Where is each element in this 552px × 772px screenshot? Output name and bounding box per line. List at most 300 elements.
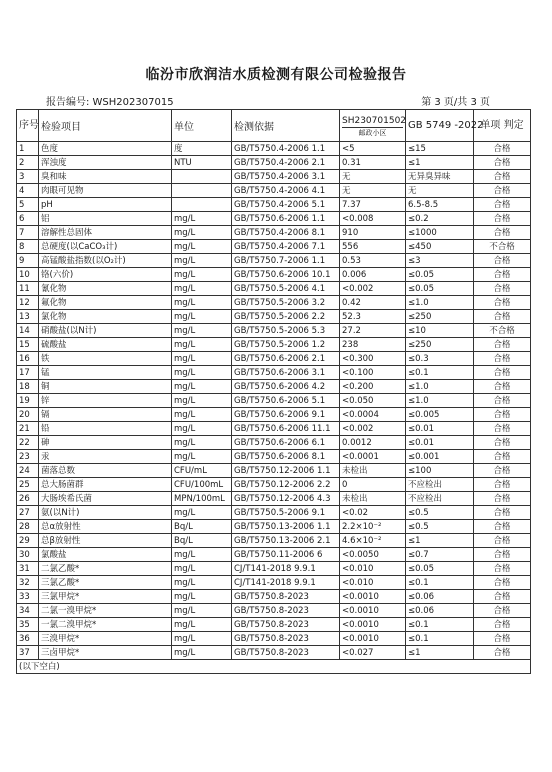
cell-judge: 合格 bbox=[474, 212, 531, 226]
cell-limit: ≤0.7 bbox=[406, 548, 474, 562]
cell-item: 三氯乙酸* bbox=[39, 576, 172, 590]
cell-limit: ≤0.3 bbox=[406, 352, 474, 366]
cell-result: <0.100 bbox=[340, 366, 406, 380]
cell-method: GB/T5750.12-2006 2.2 bbox=[232, 478, 340, 492]
cell-seq: 33 bbox=[17, 590, 39, 604]
cell-seq: 29 bbox=[17, 534, 39, 548]
cell-seq: 6 bbox=[17, 212, 39, 226]
cell-method: GB/T5750.11-2006 6 bbox=[232, 548, 340, 562]
cell-judge: 不合格 bbox=[474, 240, 531, 254]
cell-method: CJ/T141-2018 9.9.1 bbox=[232, 576, 340, 590]
cell-judge: 合格 bbox=[474, 590, 531, 604]
cell-unit: CFU/mL bbox=[172, 464, 232, 478]
cell-unit: mg/L bbox=[172, 226, 232, 240]
cell-item: 大肠埃希氏菌 bbox=[39, 492, 172, 506]
cell-item: 锌 bbox=[39, 394, 172, 408]
cell-judge: 不合格 bbox=[474, 324, 531, 338]
cell-item: 氯酸盐 bbox=[39, 548, 172, 562]
cell-judge: 合格 bbox=[474, 338, 531, 352]
cell-limit: ≤0.01 bbox=[406, 422, 474, 436]
cell-item: 三氯甲烷* bbox=[39, 590, 172, 604]
cell-limit: ≤0.05 bbox=[406, 268, 474, 282]
cell-result: 未检出 bbox=[340, 492, 406, 506]
cell-judge: 合格 bbox=[474, 562, 531, 576]
cell-item: 铜 bbox=[39, 380, 172, 394]
table-row bbox=[17, 198, 531, 212]
table-row bbox=[17, 534, 531, 548]
cell-result: <5 bbox=[340, 142, 406, 156]
cell-limit: 不应检出 bbox=[406, 478, 474, 492]
cell-unit bbox=[172, 198, 232, 212]
cell-unit: mg/L bbox=[172, 240, 232, 254]
table-row bbox=[17, 212, 531, 226]
cell-result: 0.0012 bbox=[340, 436, 406, 450]
cell-item: 硫酸盐 bbox=[39, 338, 172, 352]
cell-method: GB/T5750.13-2006 1.1 bbox=[232, 520, 340, 534]
cell-judge: 合格 bbox=[474, 296, 531, 310]
cell-unit: MPN/100mL bbox=[172, 492, 232, 506]
cell-seq: 25 bbox=[17, 478, 39, 492]
table-row bbox=[17, 226, 531, 240]
table-row bbox=[17, 422, 531, 436]
cell-unit: mg/L bbox=[172, 646, 232, 660]
cell-seq: 24 bbox=[17, 464, 39, 478]
cell-result: 0.006 bbox=[340, 268, 406, 282]
cell-item: 溶解性总固体 bbox=[39, 226, 172, 240]
cell-method: GB/T5750.5-2006 2.2 bbox=[232, 310, 340, 324]
cell-seq: 2 bbox=[17, 156, 39, 170]
cell-method: GB/T5750.13-2006 2.1 bbox=[232, 534, 340, 548]
table-row bbox=[17, 590, 531, 604]
table-row bbox=[17, 310, 531, 324]
cell-limit: ≤1 bbox=[406, 534, 474, 548]
cell-item: 铝 bbox=[39, 212, 172, 226]
cell-seq: 19 bbox=[17, 394, 39, 408]
cell-result: <0.0004 bbox=[340, 408, 406, 422]
cell-method: GB/T5750.4-2006 1.1 bbox=[232, 142, 340, 156]
cell-seq: 26 bbox=[17, 492, 39, 506]
cell-result: 910 bbox=[340, 226, 406, 240]
cell-result: 0 bbox=[340, 478, 406, 492]
table-row bbox=[17, 408, 531, 422]
table-row bbox=[17, 156, 531, 170]
cell-method: GB/T5750.6-2006 8.1 bbox=[232, 450, 340, 464]
cell-unit: mg/L bbox=[172, 268, 232, 282]
cell-seq: 4 bbox=[17, 184, 39, 198]
cell-judge: 合格 bbox=[474, 352, 531, 366]
cell-item: 总β放射性 bbox=[39, 534, 172, 548]
cell-method: GB/T5750.8-2023 bbox=[232, 604, 340, 618]
cell-item: 铁 bbox=[39, 352, 172, 366]
table-row bbox=[17, 142, 531, 156]
header-sample bbox=[340, 110, 406, 142]
cell-unit: mg/L bbox=[172, 380, 232, 394]
cell-judge: 合格 bbox=[474, 576, 531, 590]
cell-limit: 6.5-8.5 bbox=[406, 198, 474, 212]
cell-limit: ≤0.5 bbox=[406, 506, 474, 520]
table-row bbox=[17, 352, 531, 366]
cell-method: GB/T5750.8-2023 bbox=[232, 590, 340, 604]
cell-result: 无 bbox=[340, 170, 406, 184]
cell-limit: ≤1 bbox=[406, 646, 474, 660]
cell-method: GB/T5750.8-2023 bbox=[232, 632, 340, 646]
cell-judge: 合格 bbox=[474, 478, 531, 492]
table-row bbox=[17, 646, 531, 660]
cell-result: <0.0010 bbox=[340, 618, 406, 632]
cell-unit: mg/L bbox=[172, 450, 232, 464]
cell-judge: 合格 bbox=[474, 310, 531, 324]
cell-judge: 合格 bbox=[474, 520, 531, 534]
cell-judge: 合格 bbox=[474, 254, 531, 268]
cell-limit: ≤250 bbox=[406, 338, 474, 352]
cell-unit: 度 bbox=[172, 142, 232, 156]
table-row bbox=[17, 268, 531, 282]
results-table bbox=[16, 109, 531, 674]
cell-seq: 31 bbox=[17, 562, 39, 576]
cell-judge: 合格 bbox=[474, 618, 531, 632]
cell-unit: mg/L bbox=[172, 562, 232, 576]
footer-note: (以下空白) bbox=[17, 660, 531, 674]
cell-seq: 16 bbox=[17, 352, 39, 366]
cell-result: 238 bbox=[340, 338, 406, 352]
cell-item: 三卤甲烷* bbox=[39, 646, 172, 660]
cell-method: GB/T5750.5-2006 3.2 bbox=[232, 296, 340, 310]
cell-result: <0.002 bbox=[340, 282, 406, 296]
cell-item: 氯化物 bbox=[39, 310, 172, 324]
sample-code: SH230701502 bbox=[342, 115, 407, 126]
cell-seq: 22 bbox=[17, 436, 39, 450]
cell-seq: 12 bbox=[17, 296, 39, 310]
cell-item: 三溴甲烷* bbox=[39, 632, 172, 646]
cell-unit: mg/L bbox=[172, 548, 232, 562]
cell-method: GB/T5750.8-2023 bbox=[232, 618, 340, 632]
table-row bbox=[17, 296, 531, 310]
cell-unit: mg/L bbox=[172, 506, 232, 520]
cell-item: 总硬度(以CaCO₃计) bbox=[39, 240, 172, 254]
cell-judge: 合格 bbox=[474, 380, 531, 394]
table-row bbox=[17, 464, 531, 478]
cell-seq: 3 bbox=[17, 170, 39, 184]
cell-result: 无 bbox=[340, 184, 406, 198]
table-row bbox=[17, 338, 531, 352]
cell-result: 556 bbox=[340, 240, 406, 254]
cell-seq: 35 bbox=[17, 618, 39, 632]
table-row bbox=[17, 240, 531, 254]
cell-seq: 34 bbox=[17, 604, 39, 618]
cell-limit: ≤0.005 bbox=[406, 408, 474, 422]
cell-result: <0.010 bbox=[340, 562, 406, 576]
cell-result: <0.008 bbox=[340, 212, 406, 226]
cell-method: GB/T5750.4-2006 7.1 bbox=[232, 240, 340, 254]
table-row bbox=[17, 184, 531, 198]
cell-method: CJ/T141-2018 9.9.1 bbox=[232, 562, 340, 576]
cell-result: <0.02 bbox=[340, 506, 406, 520]
cell-item: 臭和味 bbox=[39, 170, 172, 184]
cell-judge: 合格 bbox=[474, 632, 531, 646]
cell-judge: 合格 bbox=[474, 436, 531, 450]
cell-unit: mg/L bbox=[172, 296, 232, 310]
table-row bbox=[17, 394, 531, 408]
cell-unit bbox=[172, 170, 232, 184]
cell-item: 二氯一溴甲烷* bbox=[39, 604, 172, 618]
cell-limit: ≤0.01 bbox=[406, 436, 474, 450]
cell-unit: mg/L bbox=[172, 254, 232, 268]
cell-seq: 36 bbox=[17, 632, 39, 646]
cell-limit: ≤0.1 bbox=[406, 632, 474, 646]
cell-result: 0.53 bbox=[340, 254, 406, 268]
cell-unit: mg/L bbox=[172, 590, 232, 604]
cell-limit: 不应检出 bbox=[406, 492, 474, 506]
page-number: 第 3 页/共 3 页 bbox=[421, 97, 490, 108]
cell-item: 铅 bbox=[39, 422, 172, 436]
cell-seq: 30 bbox=[17, 548, 39, 562]
header-method: 检测依据 bbox=[232, 110, 340, 142]
cell-unit: mg/L bbox=[172, 604, 232, 618]
table-header-row bbox=[17, 110, 531, 142]
cell-method: GB/T5750.5-2006 5.3 bbox=[232, 324, 340, 338]
cell-item: 浑浊度 bbox=[39, 156, 172, 170]
cell-result: 2.2×10⁻² bbox=[340, 520, 406, 534]
cell-seq: 1 bbox=[17, 142, 39, 156]
cell-judge: 合格 bbox=[474, 534, 531, 548]
cell-unit: mg/L bbox=[172, 310, 232, 324]
cell-seq: 15 bbox=[17, 338, 39, 352]
cell-seq: 17 bbox=[17, 366, 39, 380]
cell-seq: 5 bbox=[17, 198, 39, 212]
cell-result: <0.027 bbox=[340, 646, 406, 660]
cell-limit: ≤0.1 bbox=[406, 576, 474, 590]
cell-seq: 14 bbox=[17, 324, 39, 338]
cell-limit: ≤0.05 bbox=[406, 562, 474, 576]
cell-method: GB/T5750.6-2006 2.1 bbox=[232, 352, 340, 366]
cell-result: <0.002 bbox=[340, 422, 406, 436]
cell-result: <0.0010 bbox=[340, 604, 406, 618]
footer-row bbox=[17, 660, 531, 674]
report-number: 报告编号: WSH202307015 bbox=[46, 97, 174, 108]
cell-method: GB/T5750.6-2006 10.1 bbox=[232, 268, 340, 282]
cell-item: 高锰酸盐指数(以O₂计) bbox=[39, 254, 172, 268]
cell-item: 二氯乙酸* bbox=[39, 562, 172, 576]
header-seq: 序号 bbox=[17, 110, 39, 142]
cell-judge: 合格 bbox=[474, 604, 531, 618]
cell-result: <0.010 bbox=[340, 576, 406, 590]
cell-limit: ≤15 bbox=[406, 142, 474, 156]
cell-result: 0.42 bbox=[340, 296, 406, 310]
cell-limit: 无 bbox=[406, 184, 474, 198]
cell-method: GB/T5750.6-2006 9.1 bbox=[232, 408, 340, 422]
cell-limit: ≤0.1 bbox=[406, 618, 474, 632]
cell-unit: mg/L bbox=[172, 352, 232, 366]
cell-limit: ≤0.001 bbox=[406, 450, 474, 464]
cell-judge: 合格 bbox=[474, 408, 531, 422]
table-row bbox=[17, 324, 531, 338]
table-row bbox=[17, 618, 531, 632]
cell-limit: ≤0.06 bbox=[406, 590, 474, 604]
cell-judge: 合格 bbox=[474, 646, 531, 660]
table-row bbox=[17, 282, 531, 296]
cell-limit: ≤0.5 bbox=[406, 520, 474, 534]
cell-unit: mg/L bbox=[172, 618, 232, 632]
cell-unit: mg/L bbox=[172, 212, 232, 226]
table-row bbox=[17, 380, 531, 394]
cell-unit: mg/L bbox=[172, 338, 232, 352]
cell-item: 汞 bbox=[39, 450, 172, 464]
cell-seq: 28 bbox=[17, 520, 39, 534]
table-row bbox=[17, 170, 531, 184]
cell-limit: 无异臭异味 bbox=[406, 170, 474, 184]
cell-unit: Bq/L bbox=[172, 534, 232, 548]
cell-judge: 合格 bbox=[474, 506, 531, 520]
cell-item: 砷 bbox=[39, 436, 172, 450]
cell-seq: 37 bbox=[17, 646, 39, 660]
cell-method: GB/T5750.4-2006 4.1 bbox=[232, 184, 340, 198]
cell-seq: 13 bbox=[17, 310, 39, 324]
cell-result: 未检出 bbox=[340, 464, 406, 478]
cell-method: GB/T5750.4-2006 5.1 bbox=[232, 198, 340, 212]
cell-judge: 合格 bbox=[474, 226, 531, 240]
cell-result: <0.200 bbox=[340, 380, 406, 394]
cell-judge: 合格 bbox=[474, 394, 531, 408]
cell-item: 铬(六价) bbox=[39, 268, 172, 282]
cell-seq: 18 bbox=[17, 380, 39, 394]
cell-unit: mg/L bbox=[172, 436, 232, 450]
table-row bbox=[17, 436, 531, 450]
cell-limit: ≤0.06 bbox=[406, 604, 474, 618]
cell-unit: mg/L bbox=[172, 324, 232, 338]
cell-item: 菌落总数 bbox=[39, 464, 172, 478]
cell-unit: mg/L bbox=[172, 408, 232, 422]
cell-judge: 合格 bbox=[474, 198, 531, 212]
header-item: 检验项目 bbox=[39, 110, 172, 142]
cell-limit: ≤1.0 bbox=[406, 380, 474, 394]
cell-result: <0.050 bbox=[340, 394, 406, 408]
cell-judge: 合格 bbox=[474, 142, 531, 156]
cell-seq: 23 bbox=[17, 450, 39, 464]
cell-seq: 20 bbox=[17, 408, 39, 422]
cell-method: GB/T5750.4-2006 3.1 bbox=[232, 170, 340, 184]
cell-method: GB/T5750.6-2006 6.1 bbox=[232, 436, 340, 450]
cell-seq: 27 bbox=[17, 506, 39, 520]
table-row bbox=[17, 520, 531, 534]
cell-item: 镉 bbox=[39, 408, 172, 422]
cell-limit: ≤1000 bbox=[406, 226, 474, 240]
cell-judge: 合格 bbox=[474, 548, 531, 562]
cell-limit: ≤1 bbox=[406, 156, 474, 170]
cell-method: GB/T5750.8-2023 bbox=[232, 646, 340, 660]
cell-judge: 合格 bbox=[474, 156, 531, 170]
table-body bbox=[17, 142, 531, 674]
header-judge: 单项 判定 bbox=[474, 110, 531, 142]
cell-item: 一氯二溴甲烷* bbox=[39, 618, 172, 632]
cell-unit: mg/L bbox=[172, 576, 232, 590]
cell-seq: 8 bbox=[17, 240, 39, 254]
table-row bbox=[17, 478, 531, 492]
cell-result: <0.0010 bbox=[340, 632, 406, 646]
table-row bbox=[17, 254, 531, 268]
cell-item: 硝酸盐(以N计) bbox=[39, 324, 172, 338]
cell-item: 锰 bbox=[39, 366, 172, 380]
cell-unit: Bq/L bbox=[172, 520, 232, 534]
cell-method: GB/T5750.5-2006 4.1 bbox=[232, 282, 340, 296]
report-title: 临汾市欣润洁水质检测有限公司检验报告 bbox=[145, 67, 407, 83]
cell-limit: ≤450 bbox=[406, 240, 474, 254]
cell-unit: mg/L bbox=[172, 394, 232, 408]
cell-judge: 合格 bbox=[474, 450, 531, 464]
cell-method: GB/T5750.5-2006 1.2 bbox=[232, 338, 340, 352]
cell-limit: ≤250 bbox=[406, 310, 474, 324]
cell-seq: 10 bbox=[17, 268, 39, 282]
cell-unit bbox=[172, 184, 232, 198]
cell-judge: 合格 bbox=[474, 366, 531, 380]
cell-judge: 合格 bbox=[474, 170, 531, 184]
cell-limit: ≤1.0 bbox=[406, 296, 474, 310]
table-row bbox=[17, 604, 531, 618]
cell-method: GB/T5750.5-2006 9.1 bbox=[232, 506, 340, 520]
cell-seq: 11 bbox=[17, 282, 39, 296]
cell-seq: 7 bbox=[17, 226, 39, 240]
cell-method: GB/T5750.6-2006 4.2 bbox=[232, 380, 340, 394]
cell-result: 4.6×10⁻² bbox=[340, 534, 406, 548]
cell-result: 0.31 bbox=[340, 156, 406, 170]
cell-judge: 合格 bbox=[474, 184, 531, 198]
cell-unit: mg/L bbox=[172, 366, 232, 380]
sample-location: 邮政小区 bbox=[342, 127, 403, 138]
cell-method: GB/T5750.7-2006 1.1 bbox=[232, 254, 340, 268]
cell-result: <0.0050 bbox=[340, 548, 406, 562]
cell-seq: 21 bbox=[17, 422, 39, 436]
table-row bbox=[17, 562, 531, 576]
table-row bbox=[17, 506, 531, 520]
cell-result: <0.300 bbox=[340, 352, 406, 366]
cell-result: 27.2 bbox=[340, 324, 406, 338]
cell-unit: CFU/100mL bbox=[172, 478, 232, 492]
cell-limit: ≤1.0 bbox=[406, 394, 474, 408]
header-limit: GB 5749 -2022 bbox=[406, 110, 474, 142]
table-row bbox=[17, 576, 531, 590]
cell-result: <0.0001 bbox=[340, 450, 406, 464]
header-unit: 单位 bbox=[172, 110, 232, 142]
cell-unit: mg/L bbox=[172, 632, 232, 646]
cell-seq: 32 bbox=[17, 576, 39, 590]
cell-unit: NTU bbox=[172, 156, 232, 170]
cell-limit: ≤10 bbox=[406, 324, 474, 338]
cell-unit: mg/L bbox=[172, 282, 232, 296]
cell-result: 52.3 bbox=[340, 310, 406, 324]
cell-judge: 合格 bbox=[474, 464, 531, 478]
cell-method: GB/T5750.4-2006 2.1 bbox=[232, 156, 340, 170]
cell-seq: 9 bbox=[17, 254, 39, 268]
table-row bbox=[17, 492, 531, 506]
cell-limit: ≤3 bbox=[406, 254, 474, 268]
table-row bbox=[17, 366, 531, 380]
cell-item: pH bbox=[39, 198, 172, 212]
cell-item: 氟化物 bbox=[39, 296, 172, 310]
cell-limit: ≤0.2 bbox=[406, 212, 474, 226]
cell-item: 色度 bbox=[39, 142, 172, 156]
table-row bbox=[17, 450, 531, 464]
cell-item: 氨(以N计) bbox=[39, 506, 172, 520]
cell-method: GB/T5750.6-2006 3.1 bbox=[232, 366, 340, 380]
cell-method: GB/T5750.4-2006 8.1 bbox=[232, 226, 340, 240]
cell-item: 总α放射性 bbox=[39, 520, 172, 534]
cell-item: 肉眼可见物 bbox=[39, 184, 172, 198]
cell-limit: ≤100 bbox=[406, 464, 474, 478]
cell-unit: mg/L bbox=[172, 422, 232, 436]
cell-item: 总大肠菌群 bbox=[39, 478, 172, 492]
table-row bbox=[17, 548, 531, 562]
table-row bbox=[17, 632, 531, 646]
cell-judge: 合格 bbox=[474, 492, 531, 506]
